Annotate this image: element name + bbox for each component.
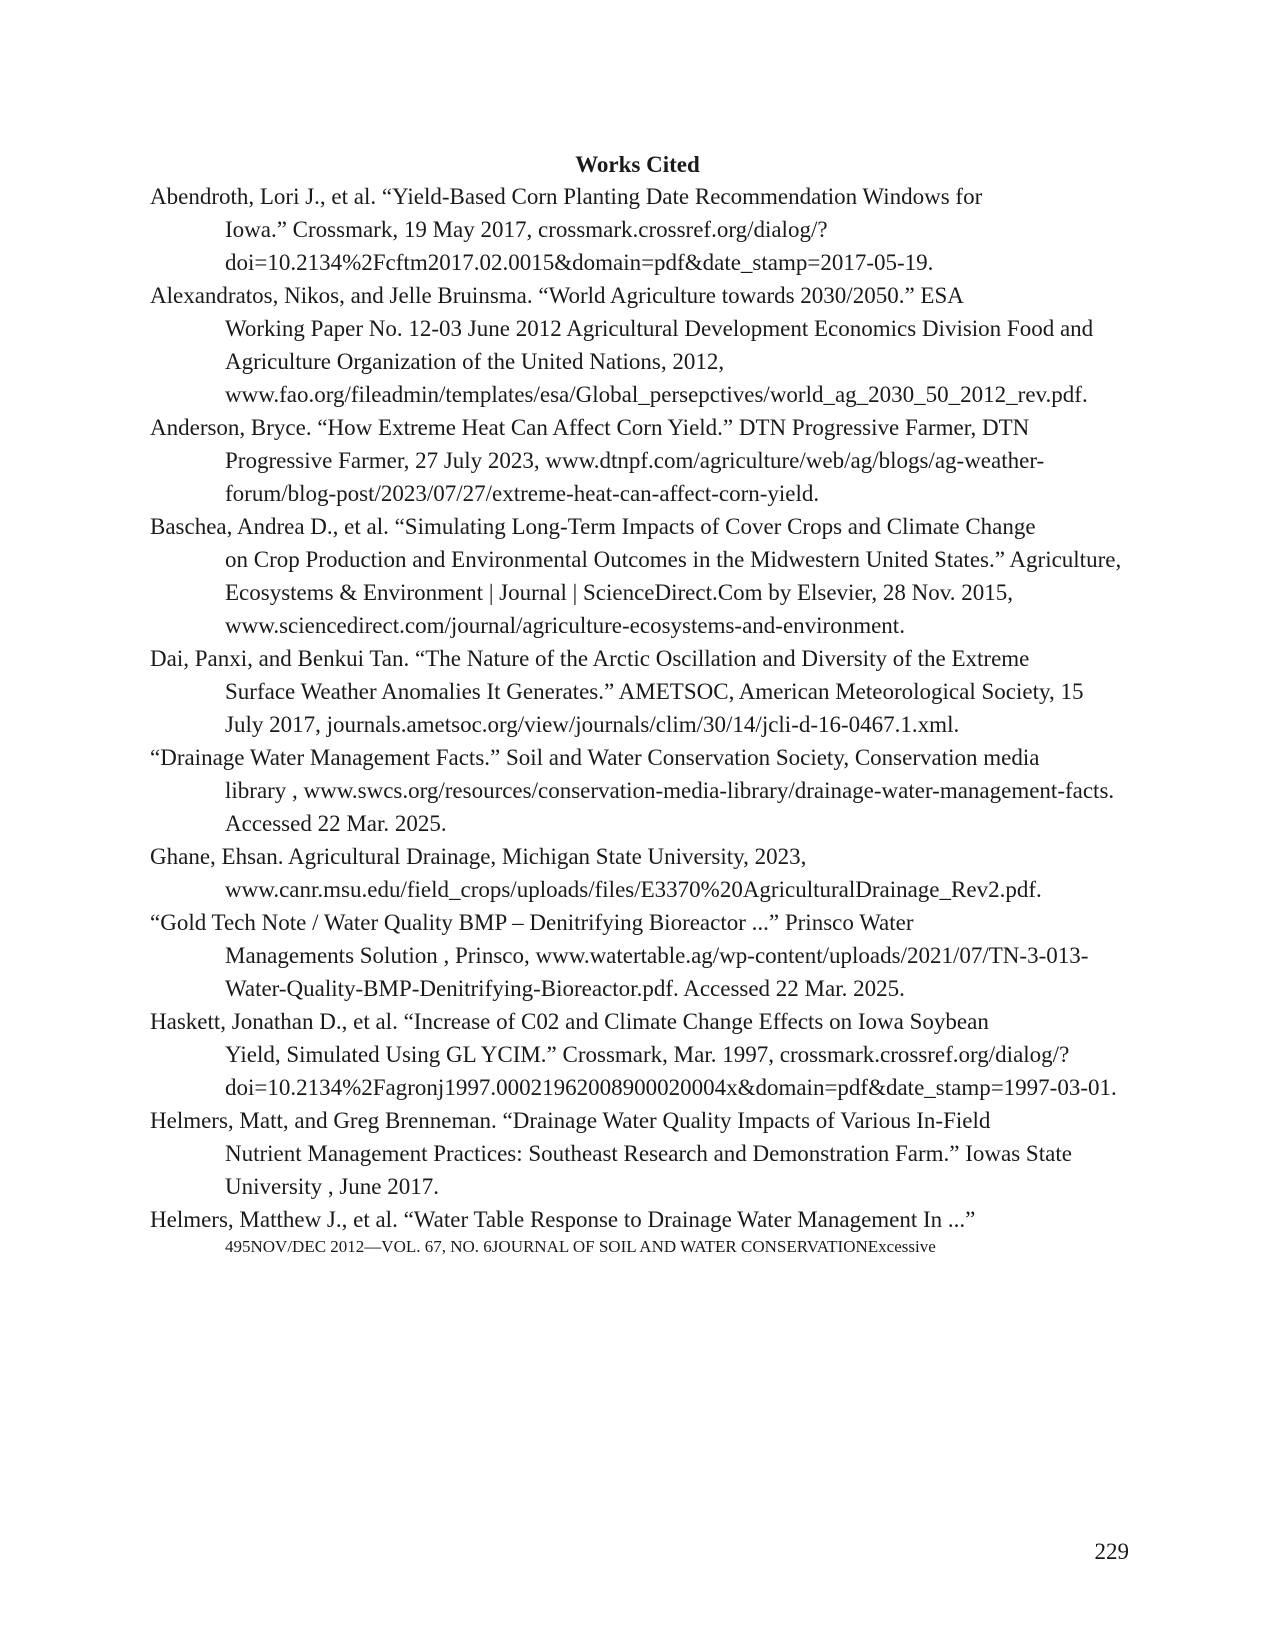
citation-continuation: www.canr.msu.edu/field_crops/uploads/files/E3370%20AgriculturalDrainage_Rev2.pdf. [225, 877, 1042, 902]
citation-entry [150, 510, 1125, 642]
citation-entry [150, 180, 1125, 279]
citation-continuation: Working Paper No. 12-03 June 2012 Agricultural Development Economics Division Food and Agriculture Organization of the United Nations, 2012, www.fao.org/fileadmin/templates/esa/Global_persepctives/world_ag_2030_50_2012_rev.pdf. [225, 316, 1094, 407]
citation-first-line: Anderson, Bryce. “How Extreme Heat Can Affect Corn Yield.” DTN Progressive Farmer, DTN [150, 415, 1030, 440]
page-title: Works Cited [575, 152, 700, 177]
citation-entry [150, 411, 1125, 510]
citation-entry [150, 1203, 1125, 1258]
citation-first-line: Alexandratos, Nikos, and Jelle Bruinsma. “World Agriculture towards 2030/2050.” ESA [150, 283, 964, 308]
citation-entry [150, 1005, 1125, 1104]
citation-first-line: Ghane, Ehsan. Agricultural Drainage, Michigan State University, 2023, [150, 844, 807, 869]
citation-first-line: Abendroth, Lori J., et al. “Yield-Based Corn Planting Date Recommendation Windows for [150, 184, 983, 209]
citation-continuation: library , www.swcs.org/resources/conservation-media-library/drainage-water-management-facts. Accessed 22 Mar. 2025. [225, 778, 1115, 836]
citation-continuation: on Crop Production and Environmental Outcomes in the Midwestern United States.” Agriculture, Ecosystems & Environment | Journal | ScienceDirect.Com by Elsevier, 28 Nov. 2015, www.sciencedirect.com/journal/agriculture-ecosystems-and-environment. [225, 547, 1122, 638]
citation-first-line: Helmers, Matthew J., et al. “Water Table Response to Drainage Water Management In ...” [150, 1207, 976, 1232]
citation-entry [150, 840, 1125, 906]
citation-first-line: Helmers, Matt, and Greg Brenneman. “Drainage Water Quality Impacts of Various In-Field [150, 1108, 991, 1133]
citation-entry [150, 1104, 1125, 1203]
citation-source-note: 495NOV/DEC 2012—VOL. 67, NO. 6JOURNAL OF SOIL AND WATER CONSERVATIONExcessive [225, 1237, 936, 1256]
citation-entry [150, 279, 1125, 411]
page-number: 229 [1094, 1539, 1129, 1564]
citation-first-line: “Drainage Water Management Facts.” Soil and Water Conservation Society, Conservation media [150, 745, 1040, 770]
citation-continuation: Managements Solution , Prinsco, www.watertable.ag/wp-content/uploads/2021/07/TN-3-013-Water-Quality-BMP-Denitrifying-Bioreactor.pdf. Accessed 22 Mar. 2025. [225, 943, 1089, 1001]
citation-entry [150, 906, 1125, 1005]
citation-first-line: Baschea, Andrea D., et al. “Simulating Long-Term Impacts of Cover Crops and Climate Change [150, 514, 1036, 539]
citation-continuation: Nutrient Management Practices: Southeast Research and Demonstration Farm.” Iowas State University , June 2017. [225, 1141, 1072, 1199]
citation-continuation: Yield, Simulated Using GL YCIM.” Crossmark, Mar. 1997, crossmark.crossref.org/dialog/?doi=10.2134%2Fagronj1997.00021962008900020004x&domain=pdf&date_stamp=1997-03-01. [225, 1042, 1117, 1100]
citation-continuation: Surface Weather Anomalies It Generates.” AMETSOC, American Meteorological Society, 15 July 2017, journals.ametsoc.org/view/journals/clim/30/14/jcli-d-16-0467.1.xml. [225, 679, 1084, 737]
citation-entry [150, 741, 1125, 840]
citation-entry [150, 642, 1125, 741]
citation-continuation: Progressive Farmer, 27 July 2023, www.dtnpf.com/agriculture/web/ag/blogs/ag-weather-forum/blog-post/2023/07/27/extreme-heat-can-affect-corn-yield. [225, 448, 1045, 506]
citation-first-line: Dai, Panxi, and Benkui Tan. “The Nature of the Arctic Oscillation and Diversity of the Extreme [150, 646, 1030, 671]
citation-first-line: Haskett, Jonathan D., et al. “Increase of C02 and Climate Change Effects on Iowa Soybean [150, 1009, 989, 1034]
works-cited-list [150, 180, 1125, 1258]
citation-continuation: Iowa.” Crossmark, 19 May 2017, crossmark.crossref.org/dialog/?doi=10.2134%2Fcftm2017.02.0015&domain=pdf&date_stamp=2017-05-19. [225, 217, 934, 275]
citation-first-line: “Gold Tech Note / Water Quality BMP – Denitrifying Bioreactor ...” Prinsco Water [150, 910, 914, 935]
